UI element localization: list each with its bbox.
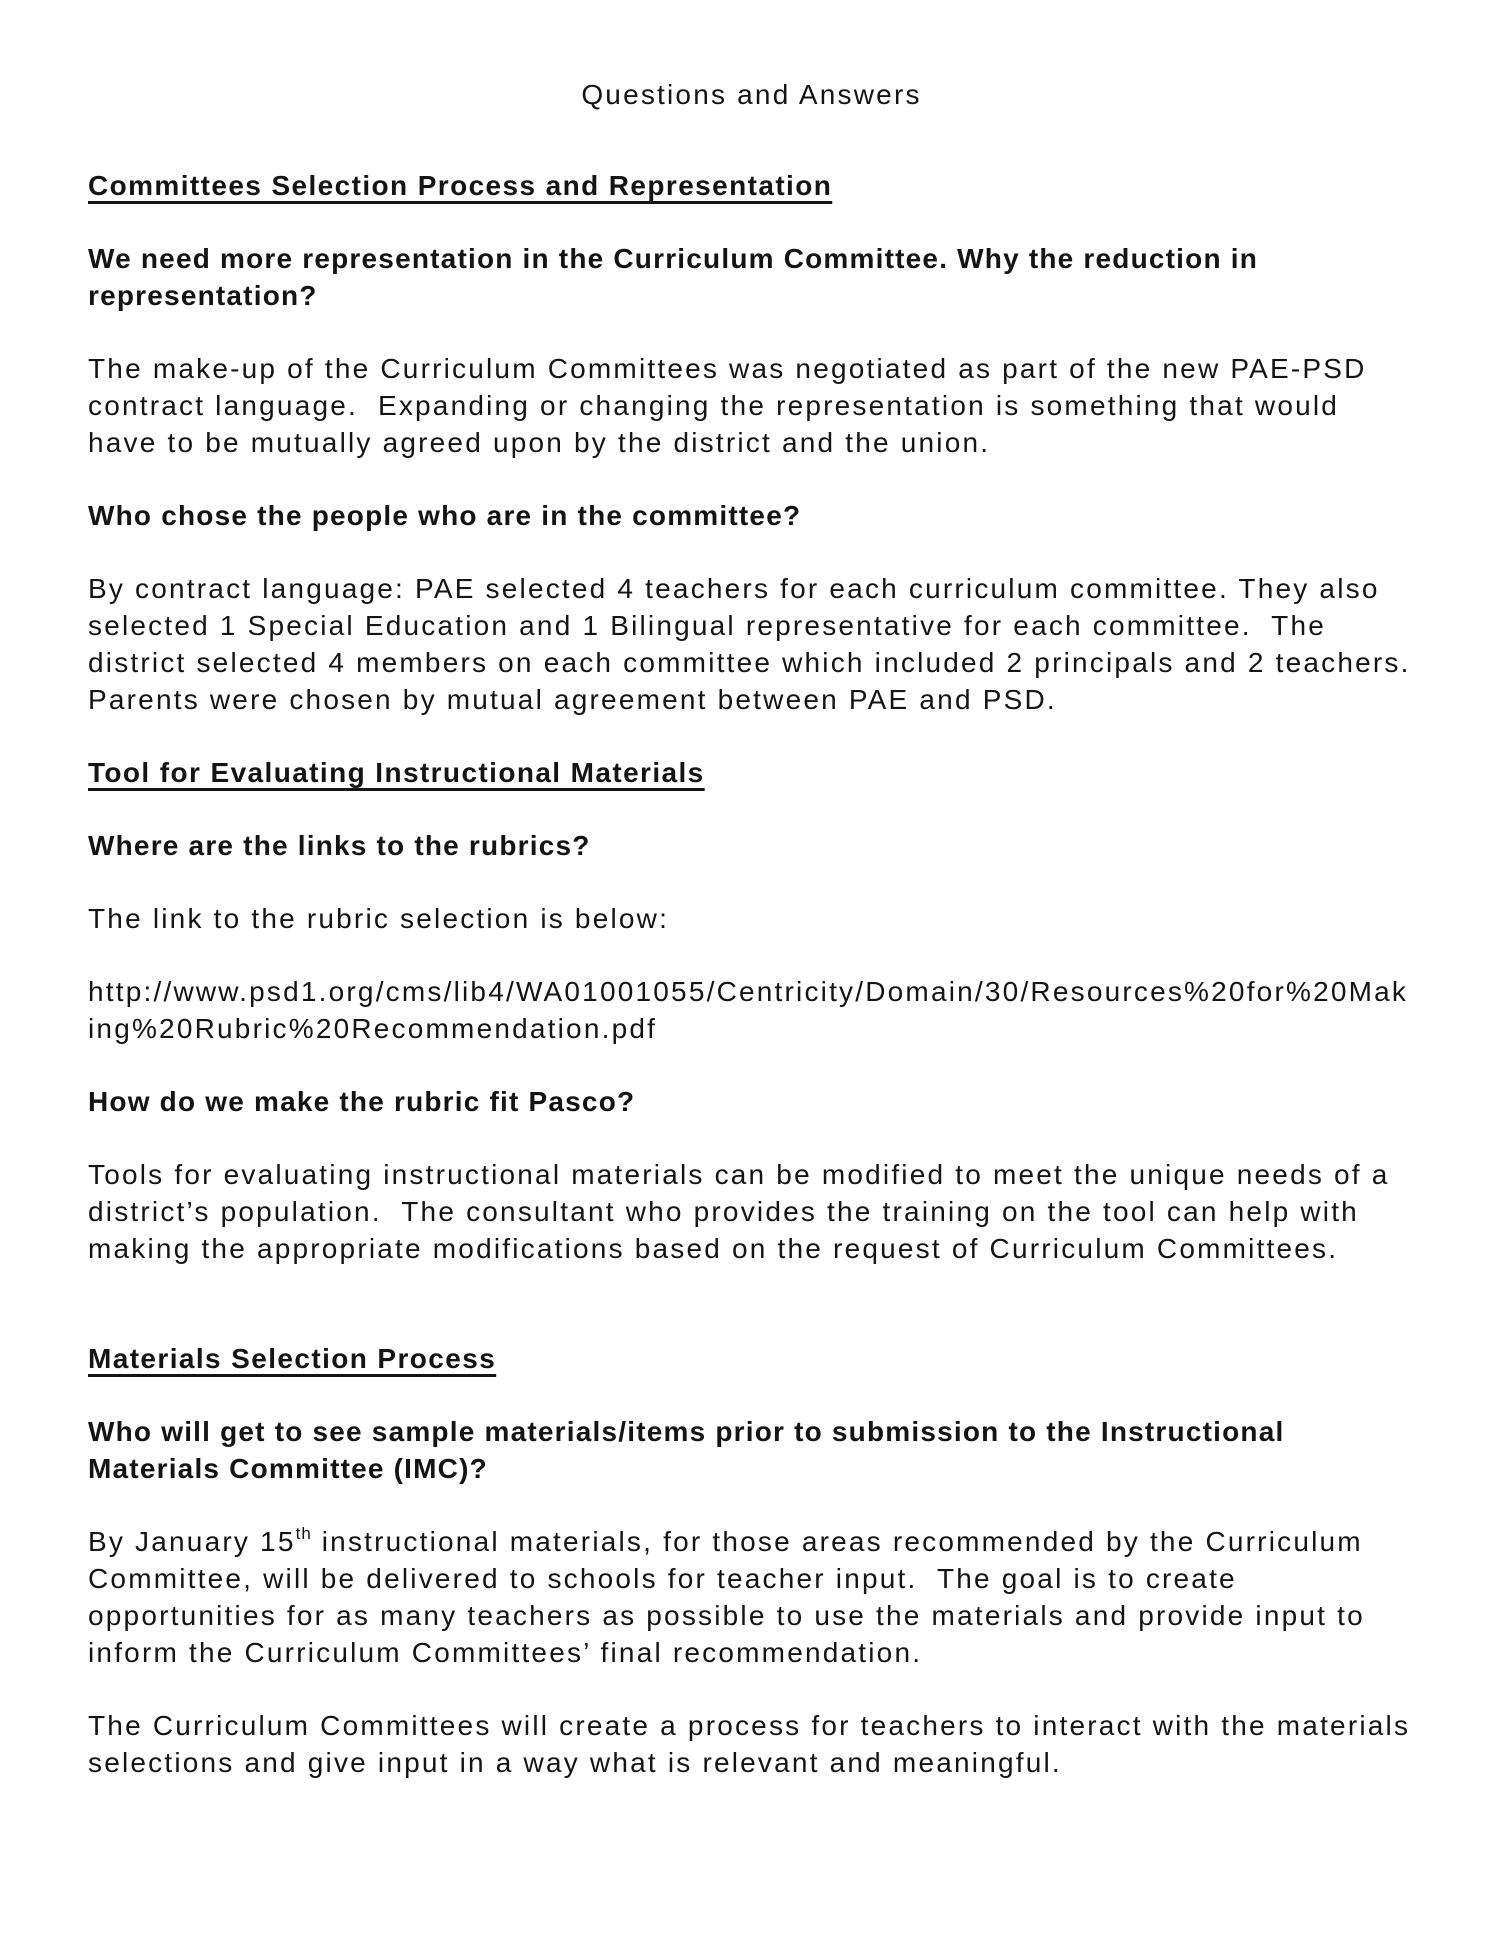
section-heading-committees-selection: Committees Selection Process and Representation: [88, 170, 833, 201]
section-heading-materials-selection: Materials Selection Process: [88, 1343, 497, 1374]
question-rubric-links: Where are the links to the rubrics?: [88, 830, 591, 861]
page-title: Questions and Answers: [581, 79, 922, 110]
answer-rubric-url: http://www.psd1.org/cms/lib4/WA01001055/Centricity/Domain/30/Resources%20for%20Making%20Rubric%20Recommendation.pdf: [88, 976, 1409, 1044]
answer-january-text-rest: instructional materials, for those areas recommended by the Curriculum Committee, will be delivered to schools for teacher input. The goal is to create opportunities for as many teachers as possible to use the materials and provide input to inform the Curriculum Committees’ final recommendation.: [88, 1526, 1375, 1668]
section-committees-selection: [88, 167, 1431, 718]
question-who-chose-committee: Who chose the people who are in the committee?: [88, 500, 802, 531]
question-rubric-fit-pasco: How do we make the rubric fit Pasco?: [88, 1086, 636, 1117]
section-evaluation-tool: [88, 754, 1415, 1267]
question-sample-materials: Who will get to see sample materials/items prior to submission to the Instructional Materials Committee (IMC)?: [88, 1416, 1294, 1484]
question-more-representation: We need more representation in the Curriculum Committee. Why the reduction in representation?: [88, 243, 1268, 311]
answer-january-text-start: By January 15: [88, 1526, 296, 1557]
section-heading-evaluation-tool: Tool for Evaluating Instructional Materials: [88, 757, 705, 788]
section-materials-selection: [88, 1340, 1421, 1781]
answer-paragraph-link-intro: The link to the rubric selection is below:: [88, 903, 670, 934]
answer-paragraph-tool-modification: Tools for evaluating instructional materials can be modified to meet the unique needs of a district’s population. The consultant who provides the training on the tool can help with making the appropriate modifications based on the request of Curriculum Committees.: [88, 1159, 1400, 1264]
answer-paragraph-committee-makeup: The make-up of the Curriculum Committees was negotiated as part of the new PAE-PSD contract language. Expanding or changing the representation is something that would have to be mutually agreed upon by the district and the union.: [88, 353, 1377, 458]
ordinal-superscript: th: [295, 1524, 312, 1543]
answer-paragraph-january-deadline: [88, 1523, 1415, 1671]
answer-paragraph-contract-language: By contract language: PAE selected 4 teachers for each curriculum committee. They also selected 1 Special Education and 1 Bilingual representative for each committee. The district selected 4 members on each committee which included 2 principals and 2 teachers. Parents were chosen by mutual agreement between PAE and PSD.: [88, 573, 1431, 715]
answer-paragraph-teacher-process: The Curriculum Committees will create a process for teachers to interact with the materials selections and give input in a way what is relevant and meaningful.: [88, 1710, 1421, 1778]
